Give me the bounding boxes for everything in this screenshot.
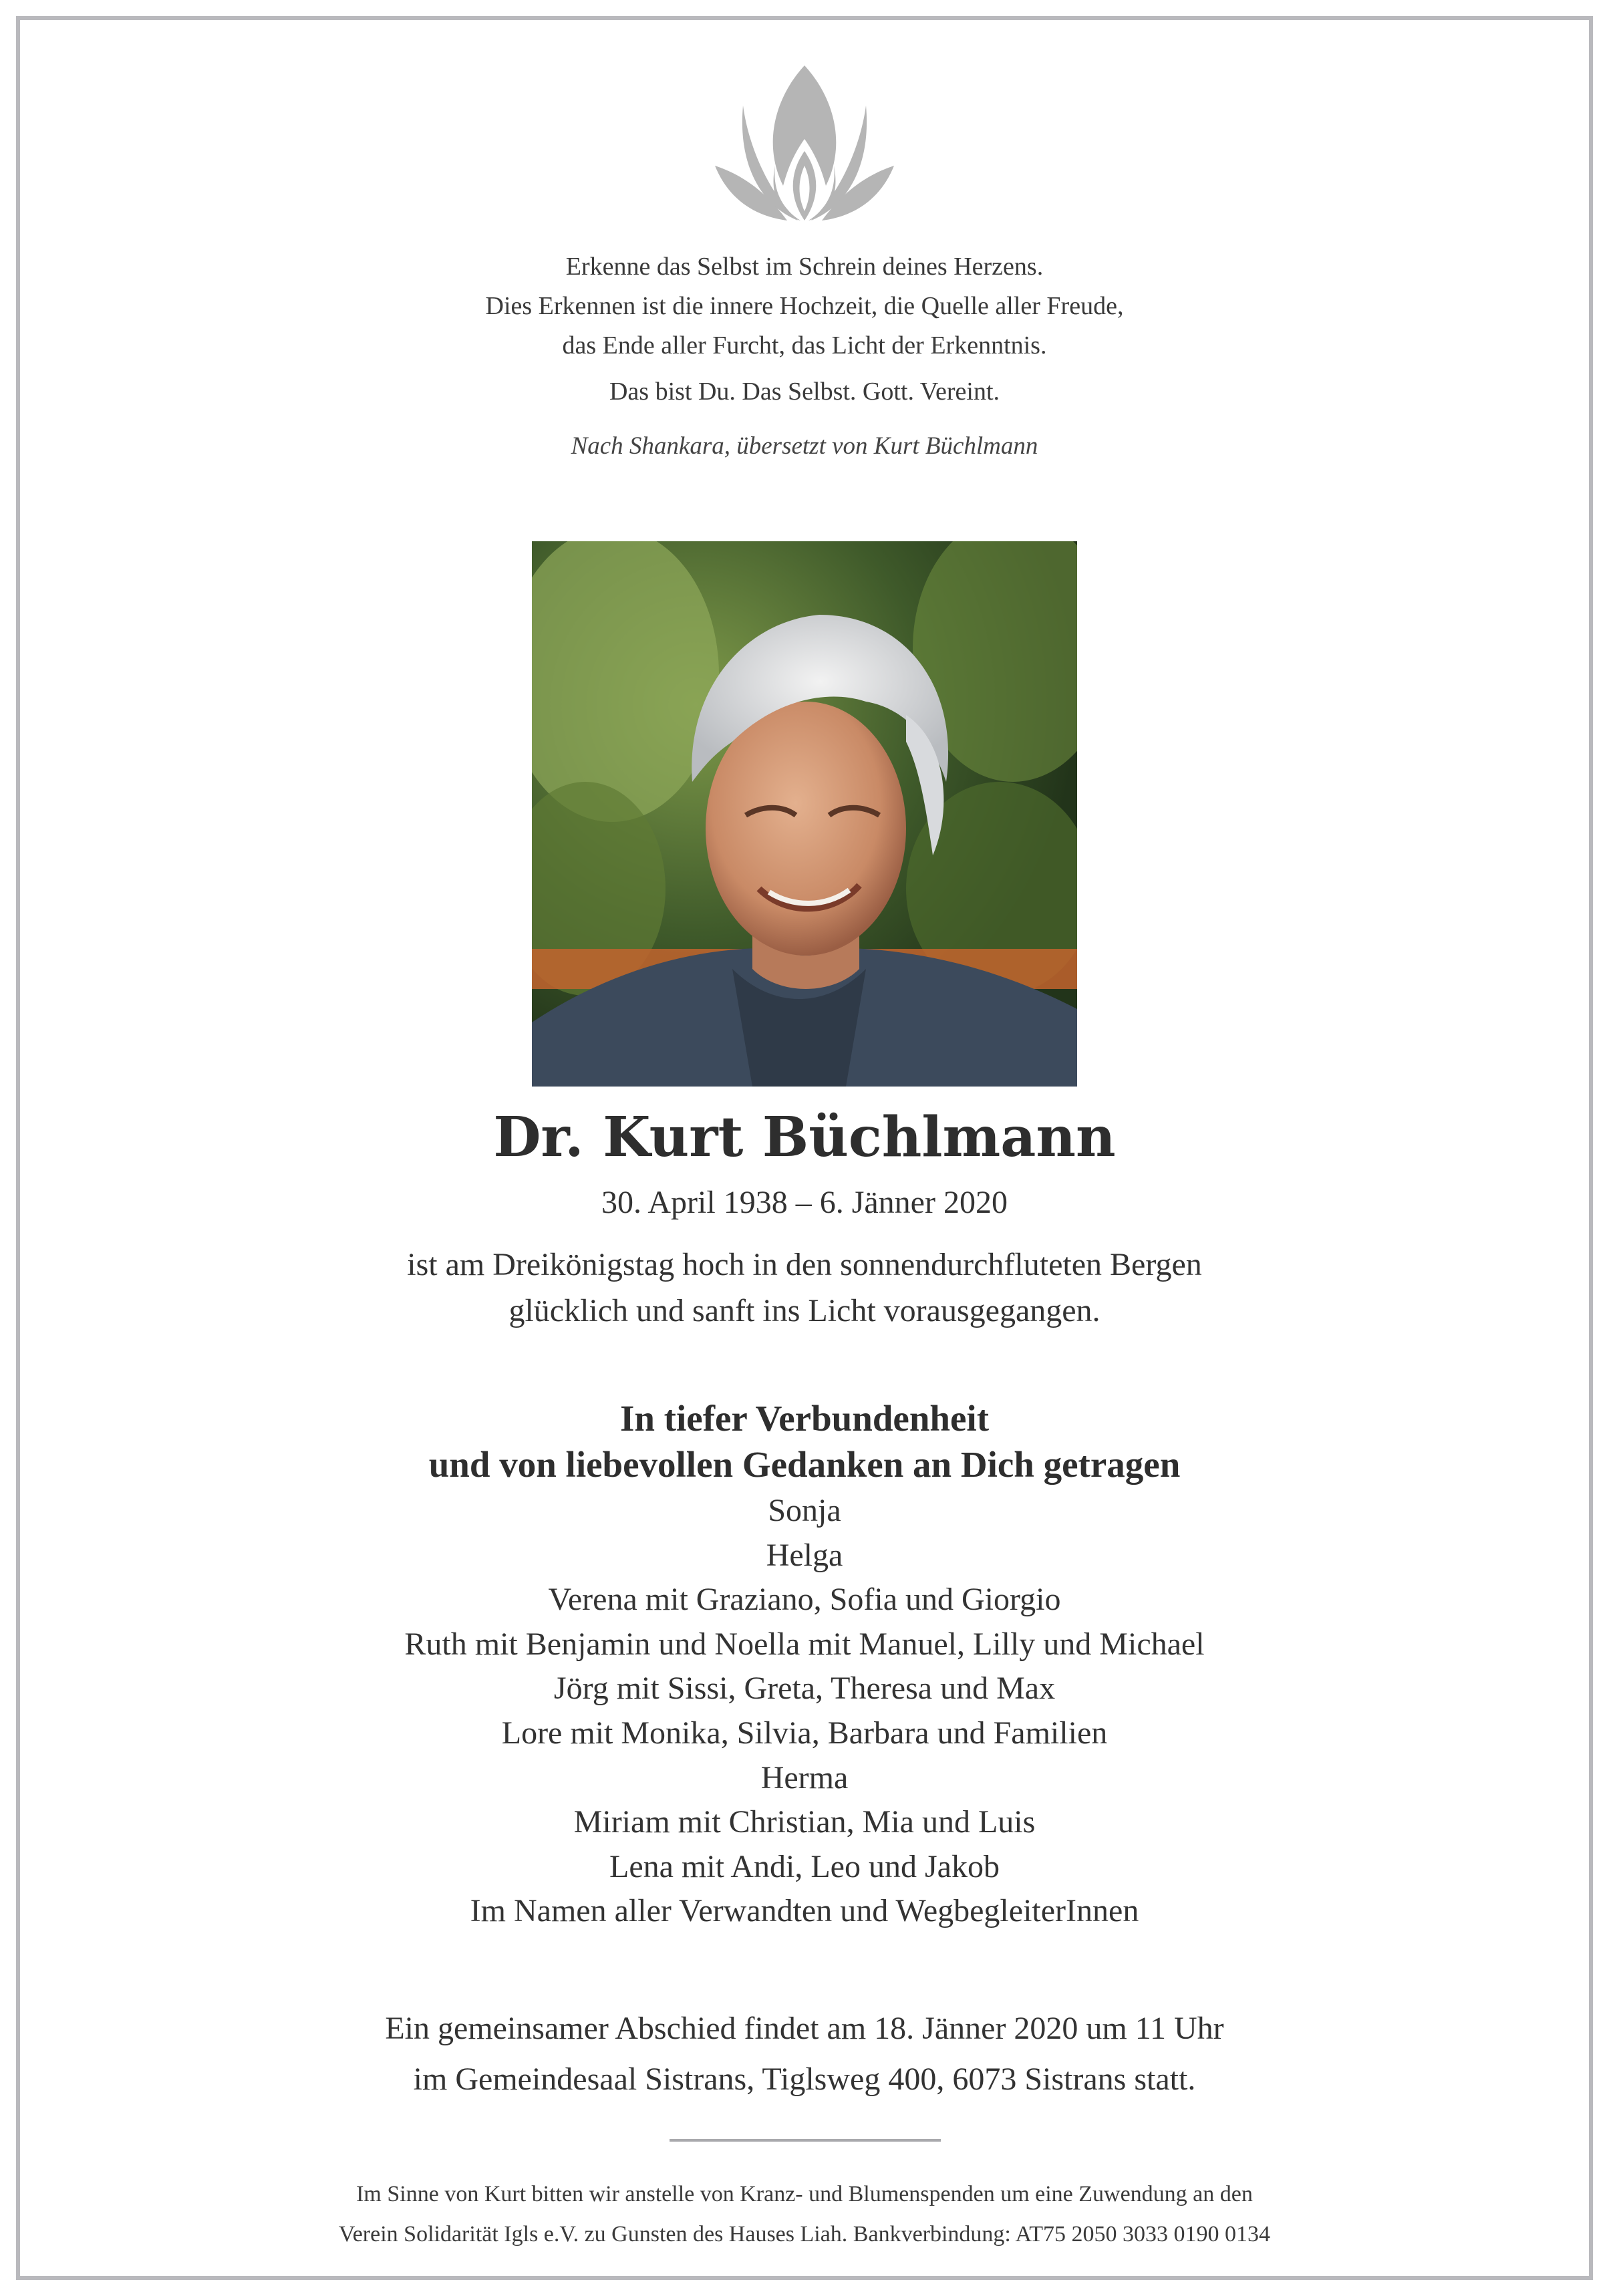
life-dates: 30. April 1938 – 6. Jänner 2020 [601,1185,1008,1220]
mourners-heading [0,1395,1609,1487]
donation-line-1: Im Sinne von Kurt bitten wir anstelle von Kranz- und Blumenspenden um eine Zuwendung an den [356,2182,1253,2206]
quote [0,247,1609,412]
divider [670,2139,941,2142]
mourner-name: Sonja [768,1493,841,1528]
farewell-line-2: im Gemeindesaal Sistrans, Tiglsweg 400, 6073 Sistrans statt. [413,2061,1196,2097]
mourner-name: Ruth mit Benjamin und Noella mit Manuel, Lilly und Michael [404,1626,1205,1662]
mourners-heading-line-1: In tiefer Verbundenheit [619,1398,990,1439]
donation-notice [0,2174,1609,2255]
mourner-name: Herma [760,1759,849,1796]
mourner-name: Lena mit Andi, Leo und Jakob [609,1848,1000,1884]
donation-line-2: Verein Solidarität Igls e.V. zu Gunsten des Hauses Liah. Bankverbindung: AT75 2050 3033 0190 0134 [338,2222,1271,2247]
quote-line-4: Das bist Du. Das Selbst. Gott. Vereint. [609,378,1000,406]
quote-line-3: das Ende aller Furcht, das Licht der Erkenntnis. [562,331,1047,360]
portrait-photo [532,541,1077,1087]
farewell-line-1: Ein gemeinsamer Abschied findet am 18. Jänner 2020 um 11 Uhr [385,2011,1224,2046]
mourner-name: Verena mit Graziano, Sofia und Giorgio [548,1582,1061,1618]
mourners-list [0,1489,1609,1934]
farewell-notice [0,2003,1609,2105]
mourner-name: Helga [766,1537,843,1573]
quote-attribution: Nach Shankara, übersetzt von Kurt Büchlmann [571,432,1038,460]
quote-line-2: Dies Erkennen ist die innere Hochzeit, die Quelle aller Freude, [485,292,1124,320]
mourner-name: Jörg mit Sissi, Greta, Theresa und Max [553,1671,1056,1707]
mourner-name: Lore mit Monika, Silvia, Barbara und Familien [501,1715,1108,1751]
lotus-icon [708,65,901,223]
mourners-heading-line-2: und von liebevollen Gedanken an Dich getragen [428,1444,1181,1485]
passing-message [0,1242,1609,1334]
mourner-name: Im Namen aller Verwandten und WegbegleiterInnen [470,1893,1139,1929]
passing-message-line-2: glücklich und sanft ins Licht vorausgegangen. [508,1293,1101,1328]
quote-line-1: Erkenne das Selbst im Schrein deines Herzens. [565,253,1044,281]
passing-message-line-1: ist am Dreikönigstag hoch in den sonnendurchfluteten Bergen [407,1247,1202,1282]
deceased-name: Dr. Kurt Büchlmann [493,1105,1116,1169]
mourner-name: Miriam mit Christian, Mia und Luis [573,1804,1036,1840]
